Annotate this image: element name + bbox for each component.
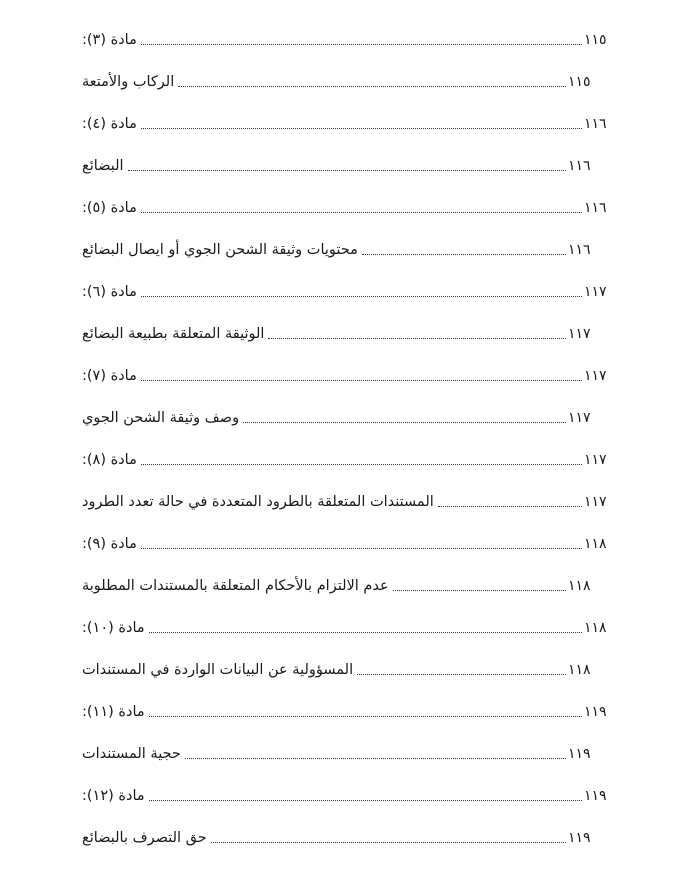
toc-entry-title: عدم الالتزام بالأحكام المتعلقة بالمستندات المطلوبة xyxy=(82,578,389,594)
toc-entry-page: ١١٩ xyxy=(584,788,607,804)
dotted-leader xyxy=(141,43,582,45)
dotted-leader xyxy=(141,127,582,129)
toc-entry-title: مادة (٦): xyxy=(82,284,137,300)
toc-entry-title: البضائع xyxy=(82,158,124,174)
toc-entry-page: ١١٥ xyxy=(568,74,591,90)
toc-entry-page: ١١٩ xyxy=(568,830,591,846)
dotted-leader xyxy=(357,673,566,675)
toc-entry-title: مادة (٩): xyxy=(82,536,137,552)
toc-entry[interactable] xyxy=(82,152,596,176)
dotted-leader xyxy=(141,547,582,549)
dotted-leader xyxy=(141,211,582,213)
toc-entry-title: مادة (٤): xyxy=(82,116,137,132)
toc-entry[interactable] xyxy=(82,320,596,344)
toc-entry-title: المستندات المتعلقة بالطرود المتعددة في حالة تعدد الطرود xyxy=(82,494,434,510)
toc-entry-page: ١١٧ xyxy=(568,326,591,342)
toc-entry[interactable] xyxy=(82,194,612,218)
toc-entry-page: ١١٧ xyxy=(584,452,607,468)
toc-entry-title: وصف وثيقة الشحن الجوي xyxy=(82,410,240,426)
toc-entry-page: ١١٨ xyxy=(568,662,591,678)
toc-entry-page: ١١٨ xyxy=(584,620,607,636)
dotted-leader xyxy=(438,505,582,507)
dotted-leader xyxy=(141,295,582,297)
toc-entry[interactable] xyxy=(82,698,612,722)
dotted-leader xyxy=(141,463,582,465)
toc-entry[interactable] xyxy=(82,614,612,638)
toc-entry[interactable] xyxy=(82,740,596,764)
dotted-leader xyxy=(393,589,566,591)
dotted-leader xyxy=(211,841,566,843)
dotted-leader xyxy=(178,85,566,87)
dotted-leader xyxy=(362,253,566,255)
toc-entry-title: مادة (٣): xyxy=(82,32,137,48)
toc-entry-title: الركاب والأمتعة xyxy=(82,74,175,90)
toc-entry-title: مادة (٧): xyxy=(82,368,137,384)
dotted-leader xyxy=(185,757,566,759)
toc-entry[interactable] xyxy=(82,656,596,680)
toc-entry-title: الوثيقة المتعلقة بطبيعة البضائع xyxy=(82,326,265,342)
toc-entry-title: مادة (١٠): xyxy=(82,620,145,636)
dotted-leader xyxy=(268,337,566,339)
toc-entry-title: محتويات وثيقة الشحن الجوي أو ايصال البضائع xyxy=(82,242,358,258)
toc-entry-title: مادة (١٢): xyxy=(82,788,145,804)
toc-entry-page: ١١٦ xyxy=(584,200,607,216)
toc-entry[interactable] xyxy=(82,362,612,386)
toc-entry[interactable] xyxy=(82,488,612,512)
dotted-leader xyxy=(128,169,566,171)
toc-entry[interactable] xyxy=(82,572,596,596)
toc-entry-page: ١١٧ xyxy=(584,368,607,384)
toc-entry-page: ١١٧ xyxy=(584,284,607,300)
toc-entry[interactable] xyxy=(82,110,612,134)
toc-entry-page: ١١٨ xyxy=(584,536,607,552)
toc-entry-page: ١١٧ xyxy=(584,494,607,510)
toc-entry[interactable] xyxy=(82,236,596,260)
toc-entry[interactable] xyxy=(82,68,596,92)
toc-entry[interactable] xyxy=(82,824,596,848)
toc-entry-title: مادة (١١): xyxy=(82,704,145,720)
toc-entry-title: مادة (٥): xyxy=(82,200,137,216)
toc-entry-page: ١١٩ xyxy=(568,746,591,762)
toc-entry-page: ١١٧ xyxy=(568,410,591,426)
toc-entry-title: حجية المستندات xyxy=(82,746,181,762)
toc-entry-page: ١١٦ xyxy=(568,158,591,174)
toc-entry-page: ١١٦ xyxy=(584,116,607,132)
dotted-leader xyxy=(141,379,582,381)
toc-entry[interactable] xyxy=(82,530,612,554)
toc-entry[interactable] xyxy=(82,278,612,302)
toc-entry-page: ١١٩ xyxy=(584,704,607,720)
toc-entry[interactable] xyxy=(82,26,612,50)
toc-entry-title: المسؤولية عن البيانات الواردة في المستندات xyxy=(82,662,354,678)
toc-entry[interactable] xyxy=(82,404,596,428)
dotted-leader xyxy=(149,715,582,717)
toc-entry-title: مادة (٨): xyxy=(82,452,137,468)
dotted-leader xyxy=(243,421,566,423)
dotted-leader xyxy=(149,631,582,633)
toc-entry-page: ١١٨ xyxy=(568,578,591,594)
toc-entry-page: ١١٥ xyxy=(584,32,607,48)
toc-entry[interactable] xyxy=(82,446,612,470)
dotted-leader xyxy=(149,799,582,801)
toc-entry[interactable] xyxy=(82,782,612,806)
toc-entry-page: ١١٦ xyxy=(568,242,591,258)
toc-entry-title: حق التصرف بالبضائع xyxy=(82,830,207,846)
